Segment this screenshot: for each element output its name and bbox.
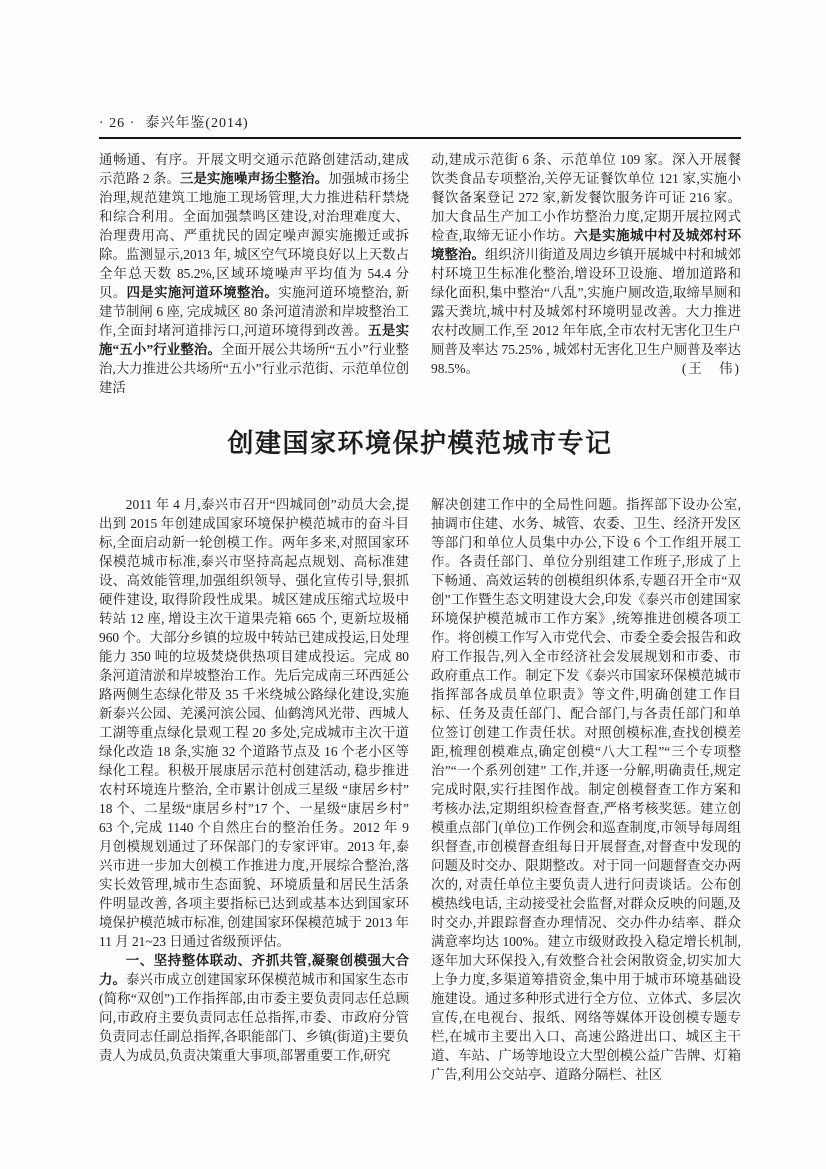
header-rule [99,137,741,139]
text-segment: 动,建成示范街 6 条、示范单位 109 家。深入开展餐饮类食品专项整治,关停无证餐饮单位 121 家,实施小餐饮备案登记 272 家,新发餐饮服务许可证 216 家。加大食品生产加工小作坊整治力度,定期开展拉网式检查,取缔无证小作坊。 [431,152,741,243]
text-segment: 全面开展公共场所“五小”行业整治,大力推进公共场所“五小”行业示范街、示范单位创建活 [99,342,409,395]
paragraph-lead-bold: 一、坚持整体联动、齐抓共管,凝聚创模强大合力。 [99,953,409,987]
article-left-column [99,495,409,1084]
article-right-column [431,495,741,1084]
text-segment: 泰兴市成立创建国家环保模范城市和国家生态市(简称“双创”)工作指挥部,由市委主要负责同志任总顾问,市政府主要负责同志任总指挥,市委、市政府分管负责同志任副总指挥,各职能部门、乡镇(街道)主要负责人为成员,负责决策重大事项,部署重要工作,研究 [99,972,410,1063]
text-segment-bold: 四是实施河道环境整治。 [126,285,279,300]
article-paragraph-2 [99,951,409,1065]
article-body [99,495,741,1084]
page-content [99,0,741,1084]
article-paragraph-1: 2011 年 4 月,泰兴市召开“四城同创”动员大会,提出到 2015 年创建成国家环境保护模范城市的奋斗目标,全面启动新一轮创模工作。两年多来,对照国家环保模范城市标准,泰兴市坚持高起点规划、高标准建设、高效能管理,加强组织领导、强化宣传引导,狠抓硬件建设, 取得阶段性成果。城区建成压缩式垃圾中转站 12 座, 增设主次干道果壳箱 665 个, 更新垃圾桶 960 个。大部分乡镇的垃圾中转站已建成投运,日处理能力 350 吨的垃圾焚烧供热项目建成投运。完成 80 条河道清淤和岸坡整治工作。先后完成南三环西延公路两侧生态绿化带及 35 千米绕城公路绿化建设,实施新泰兴公园、羌溪河滨公园、仙鹤湾风光带、西城人工湖等重点绿化景观工程 20 多处,完成城市主次干道绿化改造 18 条,实施 32 个道路节点及 16 个老小区等绿化工程。积极开展康居示范村创建活动, 稳步推进农村环境连片整治, 全市累计创成三星级 “康居乡村”18 个、二星级“康居乡村”17 个、一星级“康居乡村”63 个,完成 1140 个自然庄台的整治任务。2012 年 9 月创模规划通过了环保部门的专家评审。2013 年,泰兴市进一步加大创模工作推进力度,开展综合整治,落实长效管理,城市生态面貌、环境质量和居民生活条件明显改善, 各项主要指标已达到或基本达到国家环境保护模范城市标准, 创建国家环保模范城于 2013 年 11 月 21~23 日通过省级预评估。 [99,497,409,949]
text-segment-bold: 三是实施噪声扬尘整治。 [179,171,329,186]
top-left-paragraph [99,150,409,397]
text-segment-bold: 六是实施城中村及城郊村环境整治。 [431,228,741,262]
text-segment: 通畅通、有序。开展文明交通示范路创建活动,建成示范路 2 条。 [99,152,409,186]
text-segment: 加强城市扬尘治理,规范建筑工地施工现场管理,大力推进秸秆禁烧和综合利用。全面加强禁鸣区建设,对治理难度大、治理费用高、严重扰民的固定噪声源实施搬迁或拆除。监测显示,2013 年, 城区空气环境良好以上天数占全年总天数 85.2%,区域环境噪声平均值为 54.4 分贝。 [99,171,410,300]
text-segment: 实施河道环境整治, 新建节制闸 6 座, 完成城区 80 条河道清淤和岸坡整治工作,全面封堵河道排污口,河道环境得到改善。 [99,285,410,338]
text-segment: 组织济川街道及周边乡镇开展城中村和城郊村环境卫生标准化整治,增设环卫设施、增加道路和绿化面积,集中整治“八乱”,实施户厕改造,取缔旱厕和露天粪坑,城中村及城郊村环境明显改善。大力推进农村改厕工作,至 2012 年年底,全市农村无害化卫生户厕普及率达 75.25% , 城郊村无害化卫生户厕普及率达 98.5%。 [431,247,742,376]
top-left-column [99,150,409,397]
book-title: 泰兴年鉴(2014) [145,116,249,131]
top-section [99,150,741,397]
article-title: 创建国家环境保护模范城市专记 [227,429,613,458]
author-attribution: (王 伟) [681,361,741,376]
page-header [99,112,741,137]
article-right-paragraph: 解决创建工作中的全局性问题。指挥部下设办公室,抽调市住建、水务、城管、农委、卫生、经济开发区等部门和单位人员集中办公,下设 6 个工作组开展工作。各责任部门、单位分别组建工作班子,形成了上下畅通、高效运转的创模组织体系,专题召开全市“双创”工作暨生态文明建设大会,印发《泰兴市创建国家环境保护模范城市工作方案》,统筹推进创模各项工作。将创模工作写入市党代会、市委全委会报告和政府工作报告,列入全市经济社会发展规划和市委、市政府重点工作。制定下发《泰兴市国家环保模范城市指挥部各成员单位职责》等文件,明确创建工作目标、任务及责任部门、配合部门,与各责任部门和单位签订创建工作责任状。对照创模标准,查找创模差距,梳理创模难点,确定创模“八大工程”“三个专项整治”“一个系列创建” 工作,并逐一分解,明确责任,规定完成时限,实行挂图作战。制定创模督查工作方案和考核办法,定期组织检查督查,严格考核奖惩。建立创模重点部门(单位)工作例会和巡查制度,市领导每周组织督查,市创模督查组每日开展督查,对督查中发现的问题及时交办、限期整改。对于同一问题督查交办两次的, 对责任单位主要负责人进行问责谈话。公布创模热线电话, 主动接受社会监督,对群众反映的问题,及时交办,并跟踪督查办理情况、交办件办结率、群众满意率均达 100%。建立市级财政投入稳定增长机制,逐年加大环保投入,有效整合社会闲散资金,切实加大上争力度,多渠道筹措资金,集中用于城市环境基础设施建设。通过多种形式进行全方位、立体式、多层次宣传,在电视台、报纸、网络等媒体开设创模专题专栏,在城市主要出入口、高速公路进出口、城区主干道、车站、广场等地设立大型创模公益广告牌、灯箱广告,利用公交站亭、道路分隔栏、社区 [431,497,741,1082]
top-right-column [431,150,741,397]
page-number: · 26 · [99,116,136,131]
text-segment-bold: 五是实施“五小”行业整治。 [99,323,409,357]
top-right-paragraph [431,150,741,378]
